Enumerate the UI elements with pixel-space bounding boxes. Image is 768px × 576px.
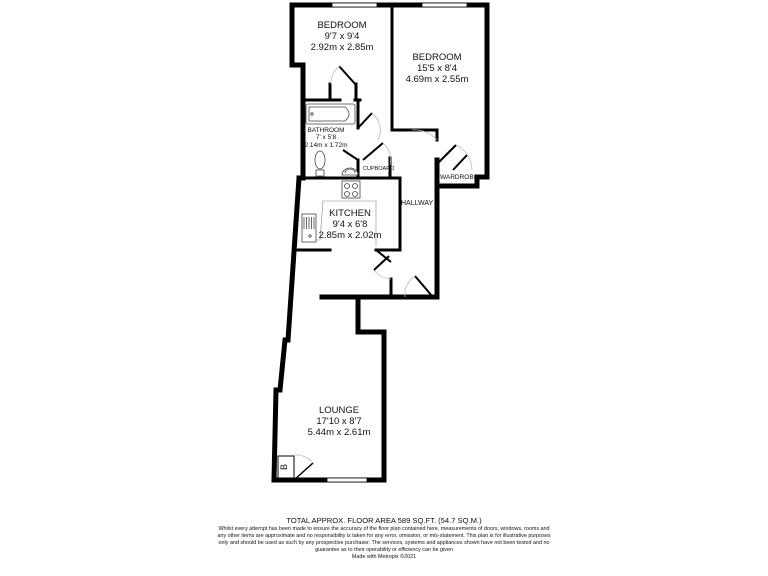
room-label-lounge: [308, 406, 371, 439]
door-kitchen: [374, 250, 391, 279]
room-imperial: 15'5 x 8'4: [416, 62, 458, 74]
bathtub-icon: [306, 104, 355, 124]
basin-icon: [342, 168, 358, 175]
room-imperial: 9'7 x 9'4: [324, 30, 360, 42]
floor-plan-footer: [214, 516, 554, 560]
door-lounge: [405, 276, 432, 297]
room-label-bathroom: [305, 127, 348, 149]
room-label-bedroom-1: [311, 21, 374, 54]
room-label-bedroom-2: [406, 53, 469, 86]
wardrobe-label: WARDROBE: [440, 174, 479, 181]
window-bedroom-2: [422, 3, 467, 7]
credit-text: Made with Metropix ©2021: [351, 554, 417, 561]
hallway-label: HALLWAY: [401, 200, 434, 207]
room-name: BATHROOM: [307, 127, 345, 134]
room-metric: 2.14m x 1.72m: [304, 141, 348, 149]
room-name: KITCHEN: [329, 208, 371, 219]
total-floor-area: TOTAL APPROX. FLOOR AREA 589 SQ.FT. (54.7 SQ.M.): [286, 516, 482, 525]
cupboard-label: CUPBOARD: [363, 166, 395, 172]
door-boiler: [294, 455, 313, 480]
room-metric: 2.92m x 2.85m: [310, 41, 374, 53]
door-bedroom-closet: [331, 66, 356, 85]
toilet-icon: [315, 151, 325, 176]
door-wardrobe: [439, 145, 472, 170]
room-name: BEDROOM: [412, 52, 462, 63]
room-name: BEDROOM: [317, 20, 367, 31]
window-lounge: [327, 478, 367, 482]
hob-icon: [342, 181, 360, 198]
room-name: LOUNGE: [318, 405, 360, 416]
window-bedroom-1: [332, 3, 377, 7]
boiler-label: B: [279, 463, 290, 471]
room-metric: 2.85m x 2.02m: [318, 229, 382, 241]
room-imperial: 7' x 5'8: [315, 134, 337, 142]
door-cupboard: [363, 143, 391, 165]
room-metric: 4.69m x 2.55m: [405, 73, 469, 85]
disclaimer-text: Whilst every attempt has been made to ensure the accuracy of the floor plan contained here, measurements of doors, windows, rooms and any other items are approximate and no responsibility is taken for any error, omission, or mis-statement. This plan is for illustrative purposes only and should be used as such by any prospective purchaser. The services, systems and appliances shown have not been tested and no guarantee as to their operability or efficiency can be given: [217, 526, 551, 554]
room-metric: 5.44m x 2.61m: [307, 426, 371, 438]
sink-icon: [302, 214, 316, 242]
room-imperial: 9'4 x 6'8: [332, 218, 368, 230]
room-imperial: 17'10 x 8'7: [316, 415, 362, 427]
room-label-kitchen: [319, 209, 382, 242]
